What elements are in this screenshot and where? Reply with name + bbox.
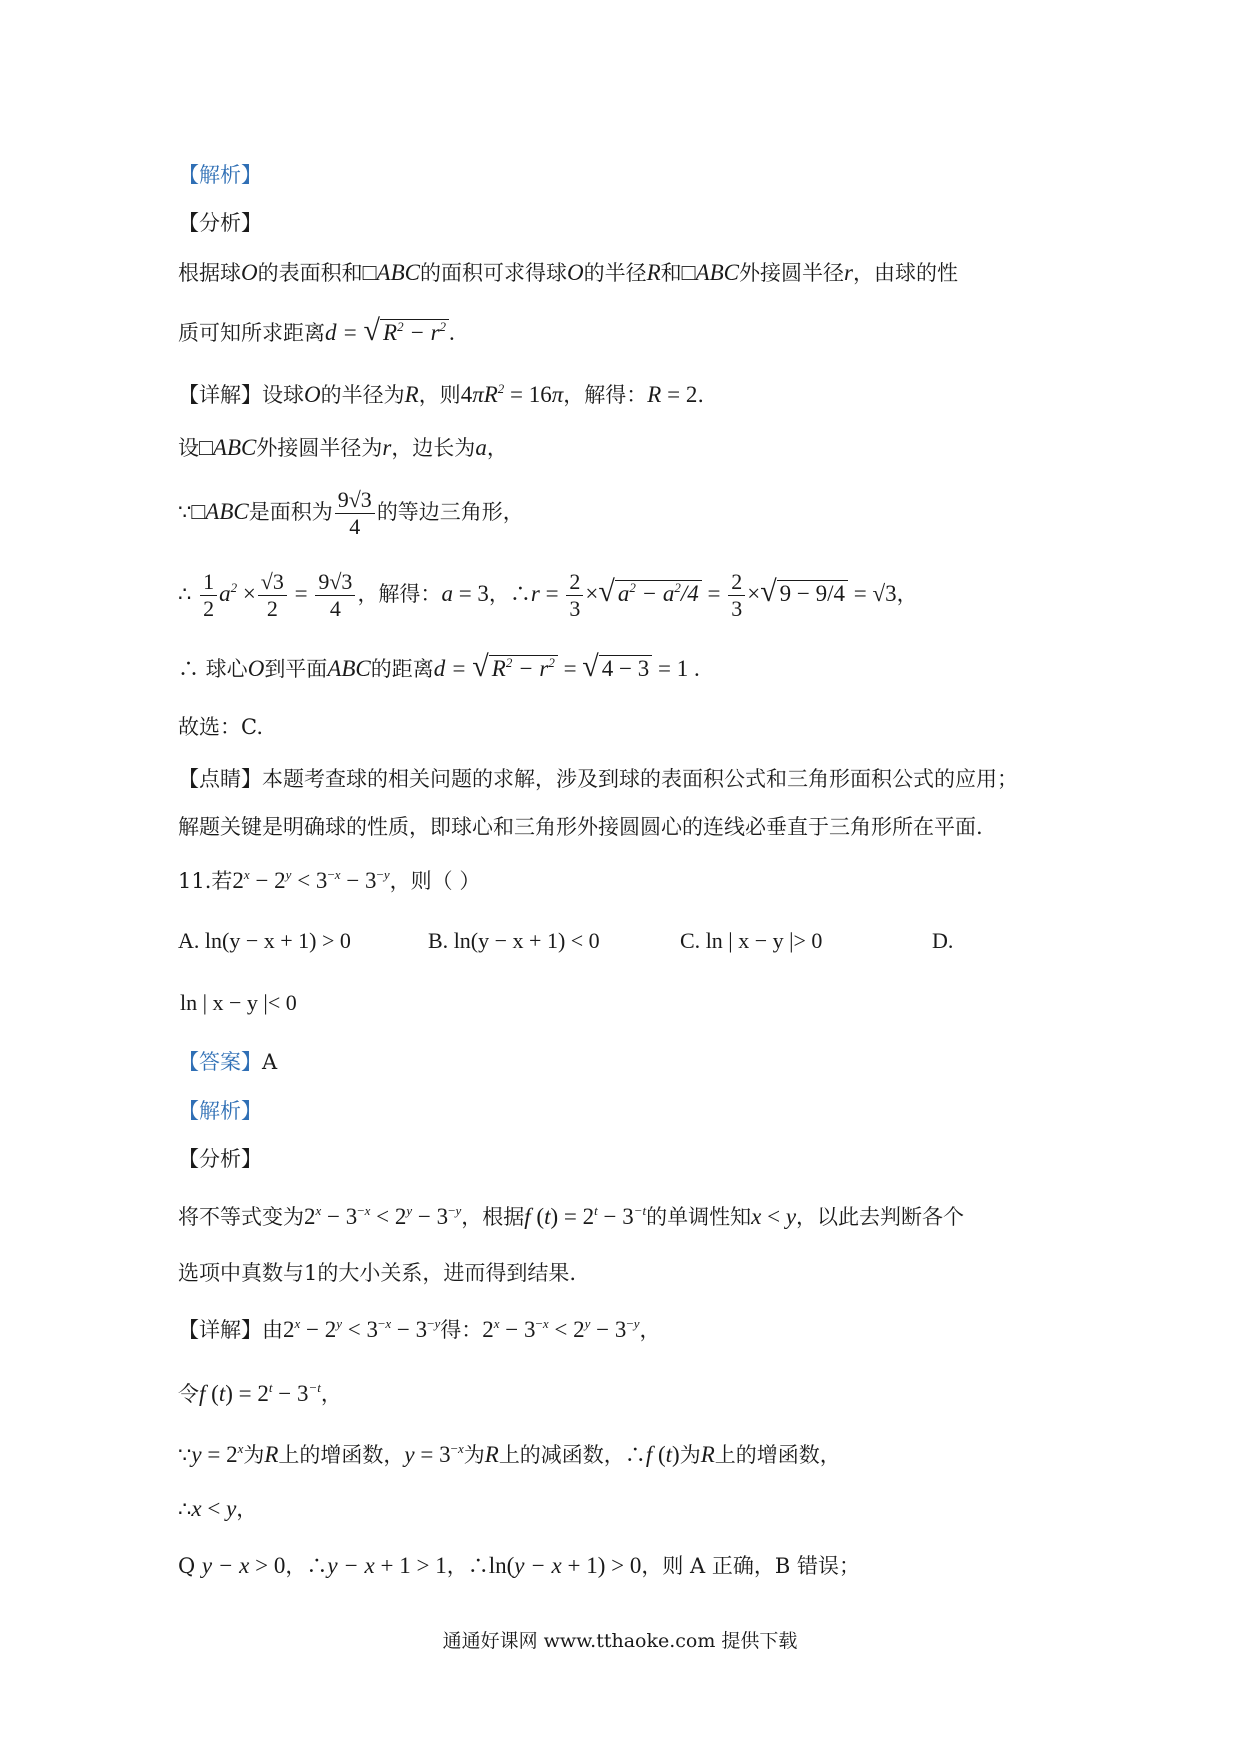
solution-detail-line-3: ∵y = $2^x$为R上的增函数，$y = 3^{-x}$为R上的减函数，∴f (t)为R上的增函数， [178,1441,841,1467]
detail-line-5: ∴ 球心O到平面ABC的距离d = √ $R^2 - r^2$ = √ 4 − 3 = 1 . [178,650,700,683]
option-a: A. ln(y − x + 1) > 0 [178,928,351,953]
solution-detail-line-1: 【详解】由$2^x - 2^y < 3^{-x} - 3^{-y}$得：$2^x - 3^{-x} < 2^y - 3^{-y}$， [178,1316,661,1342]
heading-jiexi-2: 【解析】 [178,1099,262,1123]
detail-line-3: ∵□ABC是面积为 $\frac{9√3}{4}$ 的等边三角形， [178,487,524,539]
heading-fenxi: 【分析】 [178,211,262,235]
solution-detail-line-5: Q y − x > 0，∴y − x + 1 > 1，∴ln(y − x + 1) > 0，则 A 正确，B 错误； [178,1553,860,1578]
option-d-expr: ln | x − y |< 0 [180,990,297,1015]
analysis-line-2: 质可知所求距离d = √ $R^2 - r^2$ . [178,314,455,347]
solution-analysis-line-2: 选项中真数与1的大小关系，进而得到结果. [178,1261,577,1285]
option-c: C. ln | x − y |> 0 [680,928,823,953]
heading-jiexi: 【解析】 [178,163,262,187]
detail-line-1: 【详解】设球O的半径为R，则$4\pi R^2 = 16\pi$，解得：R = 2. [178,381,705,407]
key-point-line-2: 解题关键是明确球的性质，即球心和三角形外接圆圆心的连线必垂直于三角形所在平面. [178,815,983,839]
heading-fenxi-2: 【分析】 [178,1147,262,1171]
solution-detail-line-2: 令f $(t) = 2^t - 3^{-t}$， [178,1380,342,1406]
detail-line-2: 设□ABC外接圆半径为r，边长为a， [178,435,508,460]
question-11: 11.若$2^x - 2^y < 3^{-x} - 3^{-y}$，则（ ） [178,867,481,893]
choice-line: 故选：C. [178,715,263,739]
page-footer: 通通好课网 www.tthaoke.com 提供下载 [442,1630,798,1652]
key-point-line-1: 【点睛】本题考查球的相关问题的求解，涉及到球的表面积公式和三角形面积公式的应用； [178,767,1018,791]
analysis-line-1: 根据球O的表面积和□ABC的面积可求得球O的半径R和□ABC外接圆半径r，由球的性 [178,260,958,285]
option-d-label: D. [932,928,954,953]
answer-value: A [262,1050,278,1074]
answer-line: 【答案】A [178,1050,278,1074]
option-b: B. ln(y − x + 1) < 0 [428,928,600,953]
solution-detail-line-4: ∴x < y， [178,1496,258,1521]
solution-analysis-line-1: 将不等式变为$2^x - 3^{-x} < 2^y - 3^{-y}$，根据f $(t) = 2^t - 3^{-t}$的单调性知x < y，以此去判断各个 [178,1203,965,1229]
detail-line-4: ∴ $\frac{1}{2}$ $a^2$ × $\frac{√3}{2}$ = $\frac{9√3}{4}$ ，解得：a = 3，∴r = $\frac{2}{3}$ ×√ $a^2 - a^2/4$ = $\frac{2}{3}$ ×√ 9 − 9/4 = √3， [178,569,918,621]
